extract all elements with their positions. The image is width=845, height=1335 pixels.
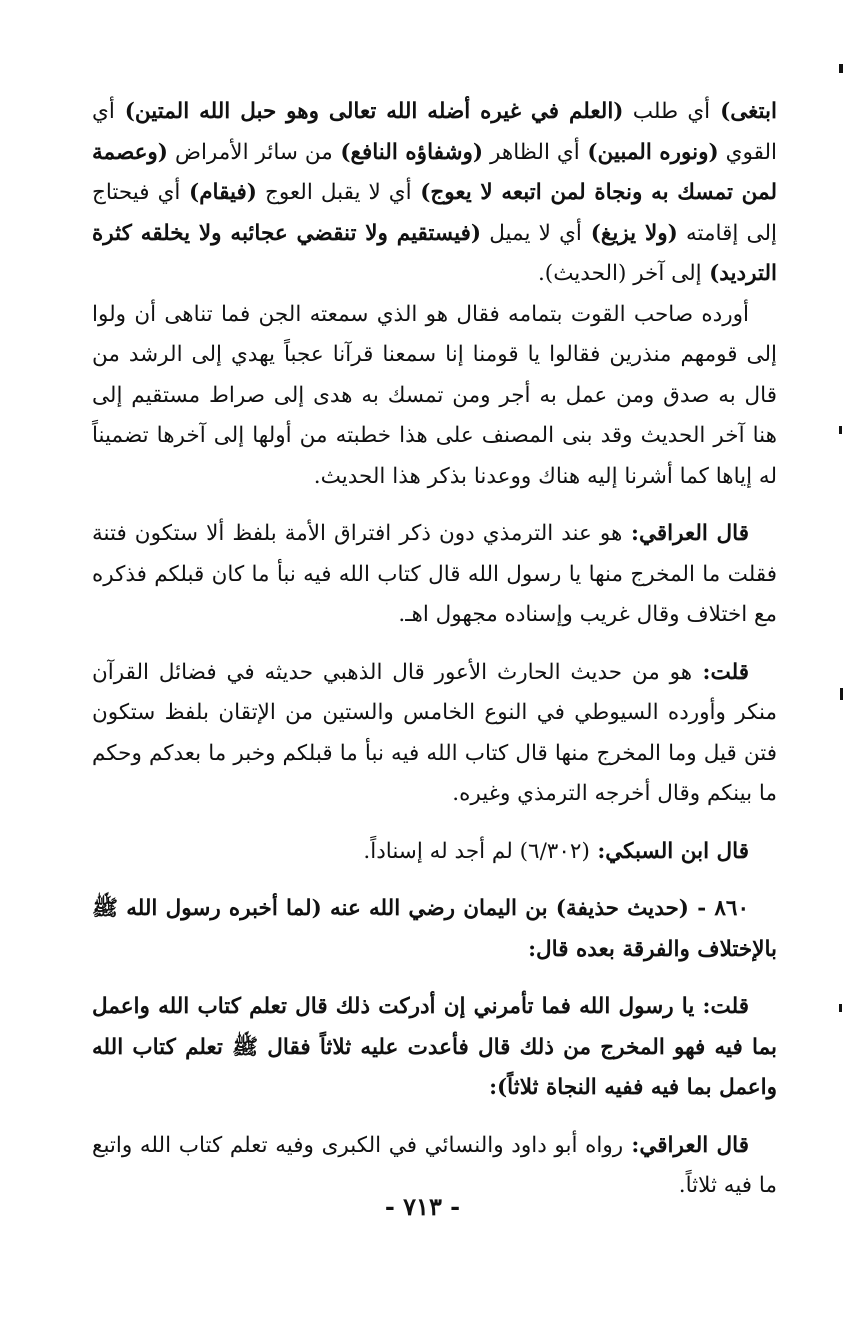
text-segment: (فيقام)	[180, 180, 257, 205]
text-segment: قلت: يا رسول الله فما تأمرني إن أدركت ذلك قال تعلم كتاب الله واعمل بما فيه فهو المخرج من ذلك قال فأعدت عليه ثلاثاً فقال ﷺ تعلم كتاب الله واعمل بما فيه ففيه النجاة ثلاثاً):	[92, 994, 777, 1100]
paragraph-iraqi-1	[92, 514, 777, 636]
text-segment: (وشفاؤه النافع)	[332, 139, 484, 165]
text-segment: أي القوي	[92, 99, 777, 165]
scan-edge-mark	[839, 1004, 842, 1012]
text-segment: (ولا يزيغ)	[581, 220, 678, 246]
paragraph-1	[92, 92, 777, 295]
text-segment: (فيستقيم ولا تنقضي عجائبه ولا يخلقه كثرة الترديد)	[92, 220, 777, 286]
paragraph-subki	[92, 832, 777, 873]
paragraph-qultu-1	[92, 653, 777, 815]
speaker-label: قال ابن السبكي:	[589, 838, 749, 864]
text-segment: أي الظاهر	[483, 139, 580, 165]
text-segment: أي لا يقبل العوج	[256, 180, 412, 205]
text-segment: أورده صاحب القوت بتمامه فقال هو الذي سمعته الجن فما تناهى أن ولوا إلى قومهم منذرين فقالوا يا قومنا إنا سمعنا قرآنا عجباً يهدي إلى الرشد من قال به صدق ومن عمل به أجر ومن تمسك به هدى إلى صراط مستقيم إلى هنا آخر الحديث وقد بنى المصنف على هذا خطبته من أولها إلى آخرها تضميناً له إياها كما أشرنا إليه هناك ووعدنا بذكر هذا الحديث.	[92, 301, 777, 489]
text-segment: (ونوره المبين)	[579, 139, 719, 165]
speaker-label: قلت:	[692, 659, 749, 685]
scan-edge-mark	[839, 64, 843, 73]
text-segment: (٦/٣٠٢) لم أجد له إسناداً.	[363, 838, 590, 864]
paragraph-2	[92, 295, 777, 498]
text-segment: إلى آخر (الحديث).	[537, 261, 702, 286]
text-segment: (وعصمة لمن تمسك به ونجاة لمن اتبعه لا يعوج)	[92, 139, 777, 205]
paragraph-qultu-2	[92, 987, 777, 1109]
scan-edge-mark	[840, 688, 843, 700]
text-segment: رواه أبو داود والنسائي في الكبرى وفيه تعلم كتاب الله واتبع ما فيه ثلاثاً.	[92, 1132, 777, 1198]
text-segment: أي فيحتاج إلى إقامته	[92, 180, 777, 246]
page-body	[92, 92, 777, 1207]
text-segment: هو عند الترمذي دون ذكر افتراق الأمة بلفظ ألا ستكون فتنة فقلت ما المخرج منها يا رسول الله قال كتاب الله فيه نبأ ما كان قبلكم فذكره مع اختلاف وقال غريب وإسناده مجهول اهـ.	[92, 521, 777, 627]
speaker-label: قال العراقي:	[622, 521, 749, 546]
text-segment: هو من حديث الحارث الأعور قال الذهبي حديثه في فضائل القرآن منكر وأورده السيوطي في النوع الخامس والستين من الإتقان بلفظ ستكون فتن قيل وما المخرج منها قال كتاب الله فيه نبأ ما قبلكم وخبر ما بعدكم وحكم ما بينكم وقال أخرجه الترمذي وغيره.	[92, 659, 777, 806]
text-segment: ابتغى)	[710, 99, 777, 124]
text-segment: أي طلب	[623, 99, 711, 124]
text-segment: (العلم في غيره أضله الله تعالى وهو حبل الله المتين)	[114, 99, 624, 124]
paragraph-hadith-860	[92, 889, 777, 970]
text-segment: من سائر الأمراض	[168, 139, 333, 165]
speaker-label: قال العراقي:	[623, 1132, 749, 1158]
text-segment: ٨٦٠ - (حديث حذيفة) بن اليمان رضي الله عنه (لما أخبره رسول الله ﷺ بالإختلاف والفرقة بعده قال:	[92, 896, 777, 962]
scan-edge-mark	[839, 426, 842, 434]
page-number: - ٧١٣ -	[384, 1192, 461, 1221]
text-segment: أي لا يميل	[481, 220, 582, 246]
